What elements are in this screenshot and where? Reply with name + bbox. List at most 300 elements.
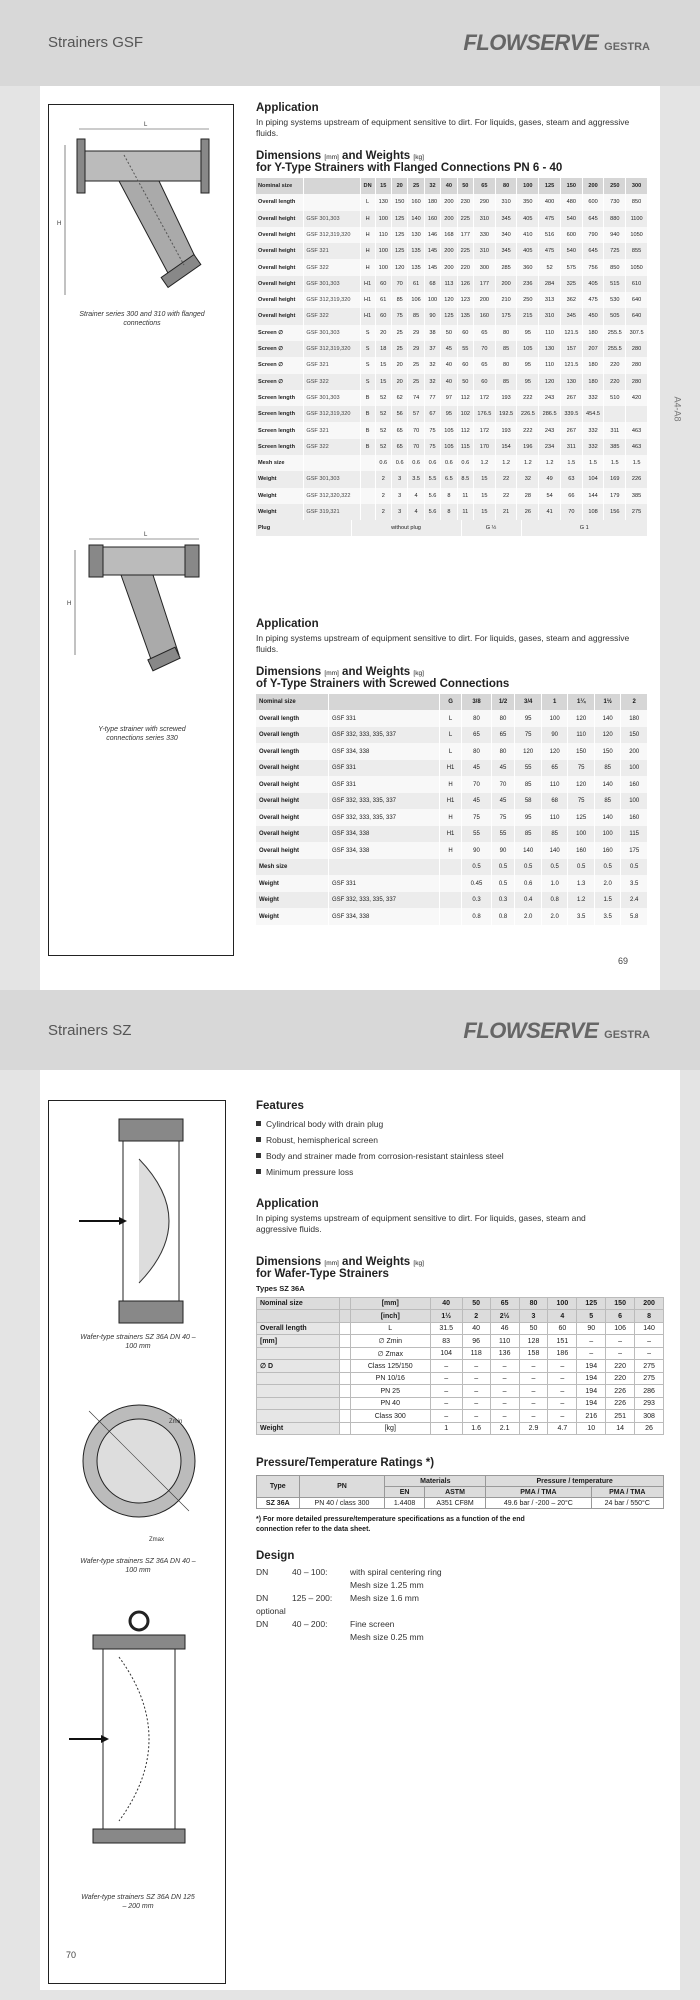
design-cell (292, 1579, 350, 1592)
table-cell: 0.8 (491, 908, 515, 925)
table-cell (339, 1422, 350, 1435)
table-cell: 1¼ (568, 694, 595, 711)
table-cell: 2.0 (541, 908, 568, 925)
table-cell: 100 (621, 760, 648, 777)
table-cell: 2 (621, 694, 648, 711)
table-cell: 194 (577, 1385, 606, 1398)
table-cell: GSF 331 (328, 760, 439, 777)
figure-box-2 (48, 1100, 226, 1984)
table-cell: – (490, 1385, 519, 1398)
table-cell: 3/4 (515, 694, 542, 711)
table-cell: 65 (391, 439, 407, 455)
table-cell (339, 1360, 350, 1373)
table-cell: 172 (474, 422, 496, 438)
table-cell: 112 (457, 422, 473, 438)
table-cell: – (548, 1397, 577, 1410)
table-cell: 200 (495, 276, 517, 292)
table-cell: Screen ∅ (256, 341, 304, 357)
table-cell: 160 (621, 776, 648, 793)
table-row (257, 1297, 664, 1310)
table-cell: 332 (582, 390, 604, 406)
table-cell: 75 (568, 793, 595, 810)
table-cell: 95 (441, 406, 457, 422)
table-cell: 150 (594, 743, 621, 760)
table-cell: 3 (391, 488, 407, 504)
table-cell: 108 (582, 504, 604, 520)
table-cell (339, 1410, 350, 1423)
table-cell: 243 (539, 422, 561, 438)
table-cell: 118 (462, 1347, 490, 1360)
y-strainer-flanged-drawing (49, 115, 235, 325)
table-cell: 41 (539, 504, 561, 520)
table-cell: – (519, 1385, 548, 1398)
table-cell: 65 (474, 325, 496, 341)
design-cell: Mesh size 0.25 mm (350, 1632, 424, 1643)
table-cell: 1.0 (541, 875, 568, 892)
design-cell (256, 1579, 292, 1592)
table-cell: 26 (517, 504, 539, 520)
table-cell: 66 (560, 488, 582, 504)
table-cell: 20 (391, 178, 407, 194)
table-cell: GSF 332, 333, 335, 337 (328, 809, 439, 826)
table-cell: 1.5 (582, 455, 604, 471)
table-cell: – (577, 1347, 606, 1360)
table-cell: 100 (621, 793, 648, 810)
table-cell: 4 (548, 1310, 577, 1323)
table-cell: 125 (391, 243, 407, 259)
table-cell: GSF 331 (328, 710, 439, 727)
table-cell: 60 (375, 308, 391, 324)
table-cell: 75 (462, 809, 491, 826)
table-cell: 290 (474, 194, 496, 210)
table-cell: GSF 312,319,320 (304, 341, 360, 357)
table-cell: Weight (256, 892, 328, 909)
table-cell: 725 (604, 243, 626, 259)
table-cell: 285 (495, 259, 517, 275)
table-cell: – (430, 1372, 462, 1385)
table-cell: GSF 312,320,322 (304, 488, 360, 504)
table-cell: – (462, 1385, 490, 1398)
table-cell: 180 (582, 374, 604, 390)
table-cell: 80 (491, 710, 515, 727)
table-cell: 110 (541, 776, 568, 793)
table-cell: Overall height (256, 760, 328, 777)
table-cell: Nominal size (256, 694, 328, 711)
table-cell: 100 (424, 292, 440, 308)
table-cell: 226.5 (517, 406, 539, 422)
table-cell: 70 (408, 422, 424, 438)
table-cell: 126 (457, 276, 473, 292)
table-cell: 225 (457, 211, 473, 227)
table-cell: 5.6 (424, 488, 440, 504)
table-cell: 150 (606, 1297, 635, 1310)
feature-item: Minimum pressure loss (256, 1164, 664, 1180)
table-cell: 140 (635, 1322, 664, 1335)
table-cell: 25 (391, 325, 407, 341)
table-cell: 200 (441, 259, 457, 275)
table-cell: 75 (391, 308, 407, 324)
table-cell: 475 (582, 292, 604, 308)
table-cell: – (548, 1372, 577, 1385)
table-cell: 192.5 (495, 406, 517, 422)
section-screwed (256, 618, 648, 925)
table-cell: – (606, 1347, 635, 1360)
svg-text:Zmin: Zmin (169, 1419, 183, 1425)
table-cell (339, 1397, 350, 1410)
table-cell: 45 (491, 760, 515, 777)
table-cell: 25 (408, 357, 424, 373)
table-cell: 640 (626, 292, 648, 308)
table-cell: – (430, 1397, 462, 1410)
table-cell: 25 (391, 341, 407, 357)
table-cell: – (635, 1347, 664, 1360)
table-cell (439, 908, 462, 925)
table-cell: 90 (491, 842, 515, 859)
table-cell: [mm] (350, 1297, 430, 1310)
table-cell: Weight (257, 1422, 340, 1435)
table-cell (339, 1297, 350, 1310)
plug-none: without plug (351, 520, 461, 536)
table-cell: 200 (441, 194, 457, 210)
feature-item: Robust, hemispherical screen (256, 1132, 664, 1148)
table-cell: 110 (490, 1335, 519, 1348)
table-cell: 405 (517, 243, 539, 259)
table-cell: 135 (408, 243, 424, 259)
table-cell: 0.3 (491, 892, 515, 909)
table-cell: – (606, 1335, 635, 1348)
design-cell (292, 1605, 350, 1618)
table-cell: 20 (391, 357, 407, 373)
table-cell: B (360, 390, 375, 406)
table-cell: 58 (515, 793, 542, 810)
table-cell: 55 (462, 826, 491, 843)
sz-caption-3: Wafer-type strainers SZ 36A DN 125 – 200 mm (81, 1894, 195, 1911)
table-cell: ∅ Zmin (350, 1335, 430, 1348)
table-cell: 120 (441, 292, 457, 308)
table-row (257, 1322, 664, 1335)
table-cell: 1.2 (474, 455, 496, 471)
table-cell: 77 (424, 390, 440, 406)
table-row (257, 1422, 664, 1435)
table-cell: 90 (462, 842, 491, 859)
table-cell: 120 (568, 710, 595, 727)
table-cell: 123 (457, 292, 473, 308)
table-cell: 50 (462, 1297, 490, 1310)
table-cell: 1100 (626, 211, 648, 227)
table-cell: 308 (635, 1410, 664, 1423)
table-cell: Overall height (256, 211, 304, 227)
table-cell: B (360, 422, 375, 438)
table-row (256, 892, 648, 909)
table-cell: 2 (462, 1310, 490, 1323)
table-cell: 180 (582, 325, 604, 341)
table-cell: 125 (391, 211, 407, 227)
table-cell: H1 (439, 760, 462, 777)
table-cell: H (439, 776, 462, 793)
table-cell: 25 (408, 178, 424, 194)
table-cell: GSF 322 (304, 259, 360, 275)
table-cell: 2½ (490, 1310, 519, 1323)
table-row (256, 793, 648, 810)
table-cell: 2.0 (515, 908, 542, 925)
table-cell: 1.5 (626, 455, 648, 471)
dimensions-heading: Dimensions [mm] and Weights [kg] for Y-Type Strainers with Flanged Connections PN 6 - 40 (256, 149, 563, 174)
table-row (257, 1372, 664, 1385)
table-cell: 267 (560, 390, 582, 406)
table-cell: 3 (391, 471, 407, 487)
table-cell: 60 (457, 325, 473, 341)
table-cell: 5.6 (424, 504, 440, 520)
table-cell: 140 (515, 842, 542, 859)
table-cell: GSF 321 (304, 422, 360, 438)
content-sheet-2 (40, 1070, 680, 1990)
table-cell: 0.5 (515, 859, 542, 876)
table-cell: 220 (604, 357, 626, 373)
table-row (257, 1347, 664, 1360)
table-cell: H (439, 809, 462, 826)
table-cell: 31.5 (430, 1322, 462, 1335)
table-cell: 45 (441, 341, 457, 357)
table-cell: 180 (424, 194, 440, 210)
table-cell: 176.5 (474, 406, 496, 422)
table-row (256, 357, 648, 373)
table-row (256, 178, 648, 194)
design-cell: DN (256, 1567, 269, 1578)
table-cell: 70 (462, 776, 491, 793)
table-cell: 280 (626, 341, 648, 357)
sz-caption-1: Wafer-type strainers SZ 36A DN 40 – 100 mm (80, 1334, 196, 1351)
table-cell: 200 (441, 211, 457, 227)
table-cell: 52 (539, 259, 561, 275)
table-cell: 90 (541, 727, 568, 744)
table-cell: GSF 322 (304, 374, 360, 390)
table-cell: 75 (424, 422, 440, 438)
table-cell: 200 (474, 292, 496, 308)
table-cell: 0.6 (408, 455, 424, 471)
table-cell (257, 1410, 340, 1423)
table-row (256, 471, 648, 487)
design-heading: Design (256, 1550, 295, 1563)
table-cell: H (439, 842, 462, 859)
table-cell: – (635, 1335, 664, 1348)
table-cell: 790 (582, 227, 604, 243)
table-cell: 95 (515, 710, 542, 727)
table-cell: 645 (582, 243, 604, 259)
table-cell: 65 (491, 727, 515, 744)
table-cell: H1 (439, 826, 462, 843)
table-cell: 15 (474, 471, 496, 487)
table-cell: 600 (582, 194, 604, 210)
table-cell: Nominal size (257, 1297, 340, 1310)
table-cell: – (490, 1410, 519, 1423)
table-cell: GSF 321 (304, 243, 360, 259)
table-cell: 855 (626, 243, 648, 259)
table-cell: GSF 322 (304, 439, 360, 455)
table-row (256, 727, 648, 744)
table-cell: 130 (560, 374, 582, 390)
table-cell: 85 (408, 308, 424, 324)
table-cell: 286.5 (539, 406, 561, 422)
table-cell: 157 (560, 341, 582, 357)
footnote: *) For more detailed pressure/temperature specifications as a function of the end connection refer to the data sheet. (256, 1516, 525, 1533)
table-cell (339, 1322, 350, 1335)
table-cell: Overall height (256, 243, 304, 259)
page-number: 69 (618, 956, 629, 966)
content-sheet (40, 86, 660, 990)
table-cell: 2 (375, 488, 391, 504)
table-row (256, 504, 648, 520)
table-cell: 135 (457, 308, 473, 324)
table-cell: GSF 301,303 (304, 276, 360, 292)
table-cell: 286 (635, 1385, 664, 1398)
table-cell: – (430, 1410, 462, 1423)
page-header-2 (0, 990, 700, 1070)
table-cell: 311 (560, 439, 582, 455)
table-cell: 1 (541, 694, 568, 711)
table-cell: H (360, 211, 375, 227)
table-cell: 222 (517, 390, 539, 406)
table-cell: 120 (594, 727, 621, 744)
table-cell (339, 1385, 350, 1398)
table-cell: 200 (635, 1297, 664, 1310)
table-cell: 130 (539, 341, 561, 357)
table-cell (328, 694, 439, 711)
table-cell: 575 (560, 259, 582, 275)
design-cell: 40 – 100: (292, 1567, 328, 1578)
table-cell: 313 (539, 292, 561, 308)
table-cell: 110 (568, 727, 595, 744)
table-cell: 85 (515, 826, 542, 843)
table-cell: PN 25 (350, 1385, 430, 1398)
table-cell (339, 1347, 350, 1360)
table-cell: 505 (604, 308, 626, 324)
table-cell: 2 (375, 504, 391, 520)
table-cell: 255.5 (604, 341, 626, 357)
table-cell: 38 (424, 325, 440, 341)
table-cell: GSF 321 (304, 357, 360, 373)
table-row (256, 194, 648, 210)
flowserve-logo-2: FLOWSERVE GESTRA (463, 1018, 650, 1043)
design-cell: with spiral centering ring (350, 1567, 442, 1578)
table-cell: 68 (424, 276, 440, 292)
table-cell: 56 (391, 406, 407, 422)
table-cell: 90 (577, 1322, 606, 1335)
table-cell: 160 (594, 842, 621, 859)
table-cell: 115 (457, 439, 473, 455)
table-cell: H (360, 259, 375, 275)
table-cell: Overall height (256, 776, 328, 793)
table-cell: 110 (539, 325, 561, 341)
table-row (256, 308, 648, 324)
table-cell: 50 (519, 1322, 548, 1335)
table-cell: 146 (424, 227, 440, 243)
figure-caption-1: Strainer series 300 and 310 with flanged connections (79, 311, 205, 328)
table-cell: Mesh size (256, 455, 304, 471)
section-flanged (256, 102, 648, 536)
table-cell: 85 (495, 341, 517, 357)
table-row (257, 1410, 664, 1423)
table-cell (339, 1372, 350, 1385)
table-cell: 284 (539, 276, 561, 292)
table-cell: 32 (517, 471, 539, 487)
table-cell: 50 (457, 178, 473, 194)
table-cell: 220 (604, 374, 626, 390)
table-cell: 60 (457, 357, 473, 373)
application-text-3: In piping systems upstream of equipment sensitive to dirt. For liquids, gases, steam and aggressive fluids. (256, 1213, 586, 1235)
table-cell: 1.6 (462, 1422, 490, 1435)
table-cell: 110 (539, 357, 561, 373)
table-cell: 0.6 (375, 455, 391, 471)
table-cell: 300 (626, 178, 648, 194)
table-cell: – (430, 1360, 462, 1373)
table-cell: 310 (474, 243, 496, 259)
svg-text:L: L (144, 532, 148, 538)
table-cell: 115 (621, 826, 648, 843)
table-cell: 15 (474, 504, 496, 520)
table-cell: Mesh size (256, 859, 328, 876)
table-cell: – (577, 1335, 606, 1348)
table-cell: 144 (582, 488, 604, 504)
svg-text:H: H (57, 221, 62, 227)
table-cell: 90 (424, 308, 440, 324)
table-cell: GSF 334, 338 (328, 908, 439, 925)
table-cell: 60 (548, 1322, 577, 1335)
table-cell: 330 (474, 227, 496, 243)
table-cell: 175 (621, 842, 648, 859)
page-header (0, 0, 700, 86)
table-cell: 475 (539, 243, 561, 259)
design-cell: DN (256, 1619, 269, 1630)
table-cell: 385 (626, 488, 648, 504)
table-cell: 345 (495, 243, 517, 259)
table-cell: 169 (604, 471, 626, 487)
table-cell: 360 (517, 259, 539, 275)
table-cell: 345 (495, 211, 517, 227)
table-cell: 26 (635, 1422, 664, 1435)
table-cell: 756 (582, 259, 604, 275)
table-cell: 2.4 (621, 892, 648, 909)
table-cell: 105 (517, 341, 539, 357)
table-cell: L (439, 743, 462, 760)
table-cell: 1050 (626, 259, 648, 275)
table-cell: Weight (256, 471, 304, 487)
table-cell: 280 (626, 374, 648, 390)
table-cell: 32 (424, 374, 440, 390)
table-cell: 255.5 (604, 325, 626, 341)
table-cell: Overall height (256, 227, 304, 243)
design-item (256, 1605, 664, 1618)
table-cell: 95 (515, 809, 542, 826)
table-row (256, 743, 648, 760)
table-cell: 29 (408, 341, 424, 357)
table-row (257, 1335, 664, 1348)
table-cell: Class 300 (350, 1410, 430, 1423)
table-cell: 405 (582, 276, 604, 292)
table-cell: 60 (375, 276, 391, 292)
design-cell: optional (256, 1606, 286, 1617)
table-cell: Screen ∅ (256, 374, 304, 390)
table-cell: 0.8 (462, 908, 491, 925)
table-cell: 14 (606, 1422, 635, 1435)
table-cell: 65 (391, 422, 407, 438)
table-cell: 85 (391, 292, 407, 308)
table-cell: – (519, 1360, 548, 1373)
table-cell: 3.5 (408, 471, 424, 487)
table-cell: 65 (490, 1297, 519, 1310)
table-cell: 340 (495, 227, 517, 243)
table-cell: 600 (560, 227, 582, 243)
table-cell: 100 (375, 243, 391, 259)
